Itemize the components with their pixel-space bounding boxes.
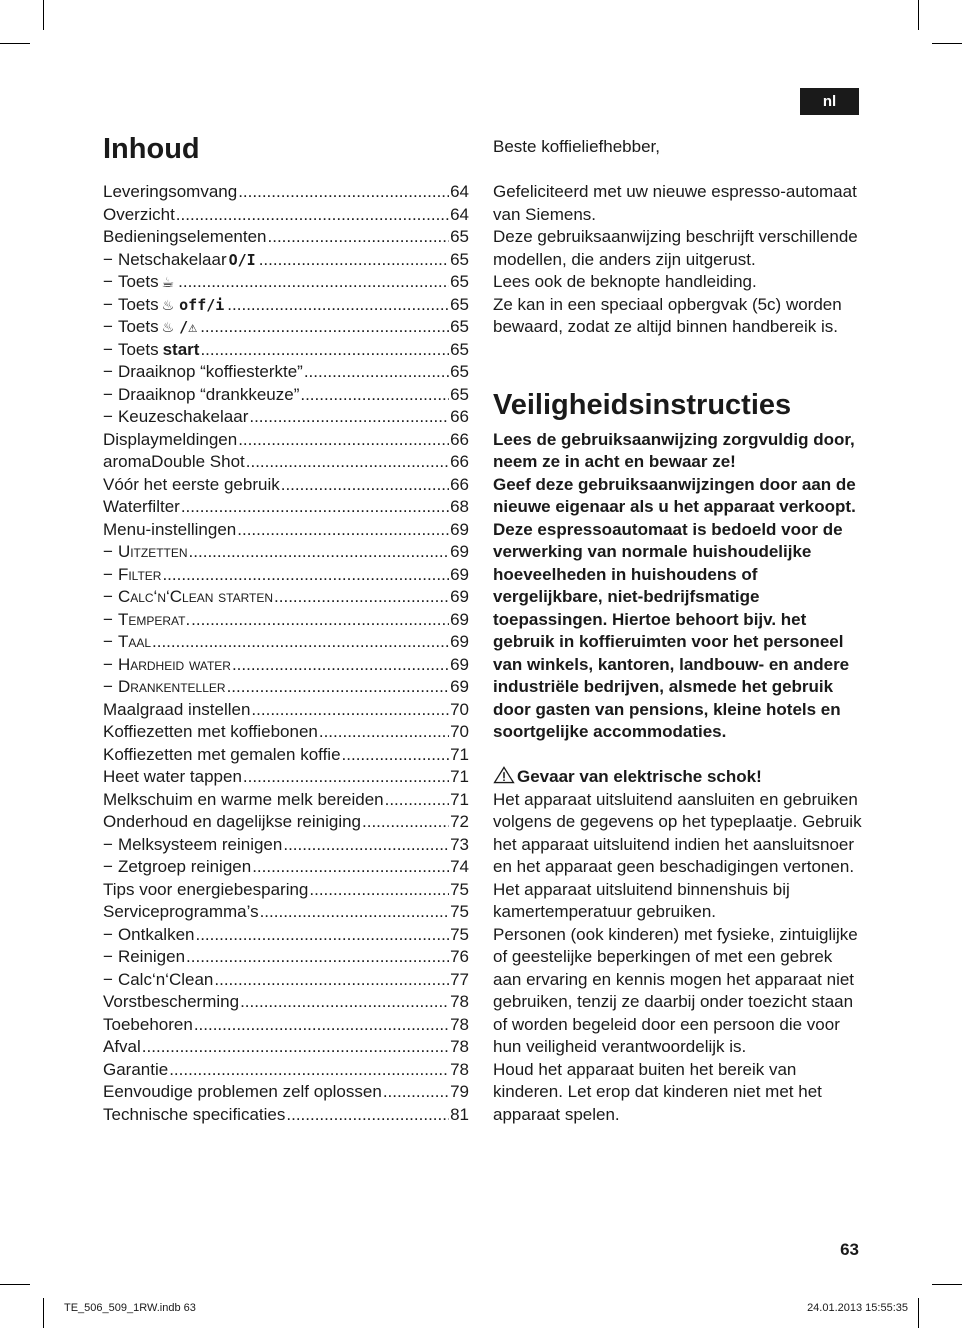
toc-entry-label: Displaymeldingen	[103, 429, 238, 449]
dash-marker: −	[103, 924, 113, 944]
dash-marker: −	[103, 654, 113, 674]
toc-page-number: 69	[450, 587, 469, 606]
footer-date: 24.01.2013 15:55:35	[807, 1302, 908, 1314]
toc-entry[interactable]	[103, 541, 469, 564]
language-tab: nl	[800, 88, 859, 115]
toc-page-number: 66	[450, 407, 469, 426]
toc-entry[interactable]	[103, 811, 469, 834]
toc-page-number: 66	[450, 452, 469, 471]
dash-marker: −	[103, 834, 113, 854]
intro-paragraph: Ze kan in een speciaal opbergvak (5c) worden bewaard, zodat ze altijd binnen handbereik is.	[493, 294, 842, 336]
dash-marker: −	[103, 969, 113, 989]
toc-entry[interactable]	[103, 1059, 469, 1082]
toc-entry-label: Bedieningselementen	[103, 227, 267, 246]
toc-page-number: 65	[450, 249, 469, 269]
leader-dots	[268, 226, 450, 249]
toc-page-number: 64	[450, 182, 469, 201]
toc-entry[interactable]	[103, 406, 469, 429]
dash-marker: −	[103, 362, 113, 381]
toc-entry[interactable]	[103, 339, 469, 362]
toc-entry-label: Menu-instellingen	[103, 519, 237, 539]
toc-entry-label: Tips voor energiebesparing	[103, 879, 309, 899]
toc-entry-bold: start	[162, 339, 200, 359]
toc-page-number: 72	[450, 812, 469, 831]
toc-entry-label: Maalgraad instellen	[103, 699, 251, 719]
toc-entry[interactable]	[103, 654, 469, 677]
toc-entry[interactable]	[103, 316, 469, 339]
toc-entry[interactable]	[103, 969, 469, 992]
dash-marker: −	[103, 564, 113, 584]
leader-dots	[383, 1081, 449, 1104]
toc-entry-label: Koffiezetten met koffiebonen	[103, 722, 318, 741]
toc-page-number: 75	[450, 902, 469, 921]
safety-heading: Veiligheidsinstructies	[493, 388, 792, 421]
toc-page-number: 78	[450, 992, 469, 1011]
dash-marker: −	[103, 587, 113, 606]
switch-symbol: O/I	[228, 250, 256, 269]
intro-paragraph: Gefeliciteerd met uw nieuwe espresso-automaat van Siemens.	[493, 182, 857, 224]
toc-entry[interactable]	[103, 879, 469, 902]
leader-dots	[227, 294, 449, 317]
toc-entry[interactable]	[103, 271, 469, 294]
toc-entry-label: Reinigen	[117, 947, 186, 966]
toc-page-number: 66	[450, 474, 469, 494]
intro-paragraph: Deze gebruiksaanwijzing beschrijft verschillende modellen, die anders zijn uitgerust.	[493, 227, 858, 269]
toc-entry-label: Technische specificaties	[103, 1104, 286, 1124]
toc-page-number: 70	[450, 699, 469, 719]
toc-entry-label: Toets	[117, 339, 159, 359]
leader-dots	[232, 654, 449, 677]
toc-page-number: 81	[450, 1104, 469, 1124]
toc-entry[interactable]	[103, 451, 469, 474]
toc-page-number: 75	[450, 924, 469, 944]
toc-entry-label: Afval	[103, 1037, 141, 1056]
toc-entry-label: Toets	[117, 294, 159, 314]
toc-entry-label: Draaiknop “koffiesterkte”	[117, 362, 303, 381]
toc-entry-label: Eenvoudige problemen zelf oplossen	[103, 1082, 382, 1101]
leader-dots	[252, 856, 449, 879]
toc-entry-label: Netschakelaar	[117, 249, 227, 269]
leader-dots	[319, 721, 449, 744]
table-of-contents	[103, 181, 469, 1126]
dash-marker: −	[103, 609, 113, 629]
leader-dots	[283, 834, 449, 857]
leader-dots	[162, 564, 449, 587]
crop-mark	[43, 1298, 44, 1328]
toc-page-number: 69	[450, 677, 469, 696]
crop-mark	[918, 0, 919, 30]
toc-entry-label: Calc‘n‘Clean	[117, 969, 214, 989]
page-number: 63	[840, 1240, 859, 1259]
warning-triangle-icon	[493, 766, 515, 784]
toc-entry[interactable]	[103, 901, 469, 924]
toc-page-number: 71	[450, 767, 469, 786]
safety-paragraph: Houd het apparaat buiten het bereik van kinderen. Let erop dat kinderen niet met het apparaat spelen.	[493, 1059, 822, 1124]
toc-entry-label: Heet water tappen	[103, 767, 242, 786]
leader-dots	[342, 744, 450, 767]
toc-entry[interactable]	[103, 789, 469, 812]
toc-entry[interactable]	[103, 744, 469, 767]
toc-page-number: 77	[450, 969, 469, 989]
toc-page-number: 71	[450, 744, 469, 764]
toc-entry-label: Serviceprogramma’s	[103, 902, 259, 921]
toc-entry-label: Taal	[117, 632, 152, 651]
leader-dots	[362, 811, 449, 834]
toc-entry-label: Waterfilter	[103, 497, 180, 516]
toc-entry[interactable]	[103, 564, 469, 587]
safety-bold-text	[493, 429, 863, 744]
leader-dots	[274, 586, 449, 609]
leader-dots	[237, 519, 449, 542]
toc-page-number: 64	[450, 204, 469, 224]
dash-marker: −	[103, 317, 113, 336]
dash-marker: −	[103, 632, 113, 651]
dash-marker: −	[103, 339, 113, 359]
crop-mark	[0, 1284, 30, 1285]
leader-dots	[189, 541, 450, 564]
leader-dots	[243, 766, 449, 789]
toc-entry[interactable]	[103, 429, 469, 452]
toc-entry[interactable]	[103, 766, 469, 789]
crop-mark	[43, 0, 44, 30]
toc-page-number: 68	[450, 497, 469, 516]
leader-dots	[240, 991, 449, 1014]
toc-entry-label: Toets	[117, 317, 159, 336]
toc-page-number: 65	[450, 227, 469, 246]
toc-entry-label: Hardheid water	[117, 654, 231, 674]
crop-mark	[932, 43, 962, 44]
toc-page-number: 78	[450, 1059, 469, 1079]
leader-dots	[176, 204, 449, 227]
switch-symbol: /⚠	[179, 318, 198, 336]
toc-entry[interactable]	[103, 946, 469, 969]
leader-dots	[214, 969, 449, 992]
toc-entry[interactable]	[103, 991, 469, 1014]
dash-marker: −	[103, 947, 113, 966]
toc-entry-label: Onderhoud en dagelijkse reiniging	[103, 812, 362, 831]
toc-entry[interactable]	[103, 721, 469, 744]
toc-page-number: 69	[450, 632, 469, 651]
dash-marker: −	[103, 407, 113, 426]
toc-page-number: 65	[450, 339, 469, 359]
leader-dots	[238, 181, 449, 204]
toc-entry[interactable]	[103, 249, 469, 272]
toc-entry[interactable]	[103, 294, 469, 317]
leader-dots	[152, 631, 449, 654]
toc-entry-label: Melkschuim en warme melk bereiden	[103, 789, 384, 809]
safety-bold-paragraph: Deze espressoautomaat is bedoeld voor de verwerking van normale huishoudelijke hoeveelheden in huishoudens of vergelijkbare, niet-bedrijfsmatige toepassingen. Hiertoe behoort bijv. het gebruik in koffieruimten voor het personeel van winkels, kantoren, landbouw- en andere industriële bedrijven, alsmede het gebruik door gasten van pensions, kleine hotels en soortgelijke accommodaties.	[493, 519, 850, 741]
toc-page-number: 76	[450, 947, 469, 966]
toc-page-number: 65	[450, 362, 469, 381]
safety-text	[493, 789, 863, 1127]
leader-dots	[227, 676, 450, 699]
toc-entry-label: Zetgroep reinigen	[117, 857, 252, 876]
intro-paragraph: Lees ook de beknopte handleiding.	[493, 272, 757, 291]
toc-entry-label: Koffiezetten met gemalen koffie	[103, 744, 341, 764]
toc-entry[interactable]	[103, 361, 469, 384]
toc-entry[interactable]	[103, 834, 469, 857]
toc-entry[interactable]	[103, 384, 469, 407]
dash-marker: −	[103, 542, 113, 561]
toc-entry-label: aromaDouble Shot	[103, 452, 245, 471]
toc-page-number: 65	[450, 384, 469, 404]
leader-dots	[251, 699, 449, 722]
toc-entry[interactable]	[103, 1081, 469, 1104]
toc-page-number: 65	[450, 317, 469, 336]
toc-page-number: 78	[450, 1037, 469, 1056]
leader-dots	[281, 474, 449, 497]
leader-dots	[178, 271, 449, 294]
leader-dots	[304, 361, 449, 384]
toc-page-number: 73	[450, 834, 469, 854]
dash-marker: −	[103, 857, 113, 876]
toc-page-number: 69	[450, 564, 469, 584]
toc-entry-label: Temperat.	[117, 609, 191, 629]
toc-page-number: 71	[450, 789, 469, 809]
button-symbol-icon: ♨	[161, 320, 175, 336]
toc-entry-label: Ontkalken	[117, 924, 195, 944]
toc-entry-label: Overzicht	[103, 204, 175, 224]
warning-title-line	[493, 766, 863, 789]
leader-dots	[249, 406, 449, 429]
toc-page-number: 75	[450, 879, 469, 899]
toc-entry[interactable]	[103, 856, 469, 879]
crop-mark	[0, 43, 30, 44]
leader-dots	[385, 789, 449, 812]
toc-entry[interactable]	[103, 181, 469, 204]
safety-paragraph: Het apparaat uitsluitend aansluiten en gebruiken volgens de gegevens op het typeplaatje. Gebruik het apparaat uitsluitend indien het aansluitsnoer en het apparaat geen beschadigingen vertonen. Het apparaat uitsluitend binnenshuis bij kamertemperatuur gebruiken.	[493, 789, 862, 921]
safety-bold-paragraph: Lees de gebruiksaanwijzing zorgvuldig door, neem ze in acht en bewaar ze!	[493, 429, 855, 471]
toc-page-number: 78	[450, 1014, 469, 1034]
toc-entry[interactable]	[103, 924, 469, 947]
toc-page-number: 69	[450, 654, 469, 674]
toc-entry[interactable]	[103, 631, 469, 654]
warning-title: Gevaar van elektrische schok!	[517, 767, 762, 786]
toc-entry-label: Drankenteller	[117, 677, 226, 696]
toc-entry-label: Draaiknop “drankkeuze”	[117, 384, 300, 404]
leader-dots	[200, 316, 449, 339]
toc-entry-label: Leveringsomvang	[103, 182, 238, 201]
toc-page-number: 66	[450, 429, 469, 449]
dash-marker: −	[103, 272, 113, 291]
crop-mark	[918, 1298, 919, 1328]
crop-mark	[932, 1284, 962, 1285]
toc-entry-label: Filter	[117, 564, 162, 584]
toc-page-number: 74	[450, 857, 469, 876]
toc-entry-label: Keuzeschakelaar	[117, 407, 249, 426]
toc-entry[interactable]	[103, 609, 469, 632]
leader-dots	[191, 609, 449, 632]
toc-entry[interactable]	[103, 1036, 469, 1059]
toc-entry[interactable]	[103, 676, 469, 699]
toc-entry-label: Calc‘n‘Clean starten	[117, 587, 274, 606]
leader-dots	[200, 339, 449, 362]
leader-dots	[169, 1059, 449, 1082]
toc-entry[interactable]	[103, 1104, 469, 1127]
dash-marker: −	[103, 294, 113, 314]
toc-entry[interactable]	[103, 1014, 469, 1037]
safety-paragraph: Personen (ook kinderen) met fysieke, zintuiglijke of geestelijke beperkingen of met een gebrek aan ervaring en kennis mogen het apparaat niet gebruiken, tenzij ze daarbij onder toezicht staan of worden begeleid door een persoon die voor hun veiligheid verantwoordelijk is.	[493, 924, 858, 1056]
toc-entry[interactable]	[103, 519, 469, 542]
leader-dots	[181, 496, 449, 519]
toc-entry-label: Toets	[117, 272, 159, 291]
leader-dots	[142, 1036, 449, 1059]
leader-dots	[238, 429, 449, 452]
leader-dots	[286, 1104, 449, 1127]
footer-file: TE_506_509_1RW.indb 63	[64, 1302, 196, 1314]
toc-entry-label: Toebehoren	[103, 1014, 193, 1034]
leader-dots	[309, 879, 449, 902]
leader-dots	[246, 451, 449, 474]
button-symbol-icon: ☕	[161, 275, 175, 291]
button-symbol-icon: ♨	[161, 297, 175, 314]
dash-marker: −	[103, 677, 113, 696]
toc-page-number: 65	[450, 272, 469, 291]
toc-page-number: 65	[450, 294, 469, 314]
safety-bold-paragraph: Geef deze gebruiksaanwijzingen door aan de nieuwe eigenaar als u het apparaat verkoopt.	[493, 474, 856, 516]
dash-marker: −	[103, 249, 113, 269]
toc-entry-label: Vorstbescherming	[103, 992, 240, 1011]
leader-dots	[186, 946, 449, 969]
toc-entry-label: Melksysteem reinigen	[117, 834, 283, 854]
toc-entry[interactable]	[103, 699, 469, 722]
toc-page-number: 69	[450, 519, 469, 539]
toc-entry-label: Vóór het eerste gebruik	[103, 474, 280, 494]
toc-entry[interactable]	[103, 496, 469, 519]
toc-heading: Inhoud	[103, 133, 200, 165]
toc-page-number: 69	[450, 609, 469, 629]
dash-marker: −	[103, 384, 113, 404]
leader-dots	[260, 901, 450, 924]
toc-entry[interactable]	[103, 226, 469, 249]
leader-dots	[194, 1014, 449, 1037]
toc-entry-label: Garantie	[103, 1059, 169, 1079]
toc-page-number: 79	[450, 1082, 469, 1101]
toc-entry[interactable]	[103, 204, 469, 227]
intro-text	[493, 181, 863, 339]
toc-entry[interactable]	[103, 586, 469, 609]
leader-dots	[300, 384, 449, 407]
leader-dots	[195, 924, 449, 947]
toc-entry-label: Uitzetten	[117, 542, 188, 561]
toc-page-number: 70	[450, 722, 469, 741]
toc-entry[interactable]	[103, 474, 469, 497]
leader-dots	[259, 249, 449, 272]
toc-page-number: 69	[450, 542, 469, 561]
greeting: Beste koffieliefhebber,	[493, 137, 660, 156]
right-column	[493, 136, 863, 1126]
switch-symbol: off/i	[179, 295, 225, 314]
